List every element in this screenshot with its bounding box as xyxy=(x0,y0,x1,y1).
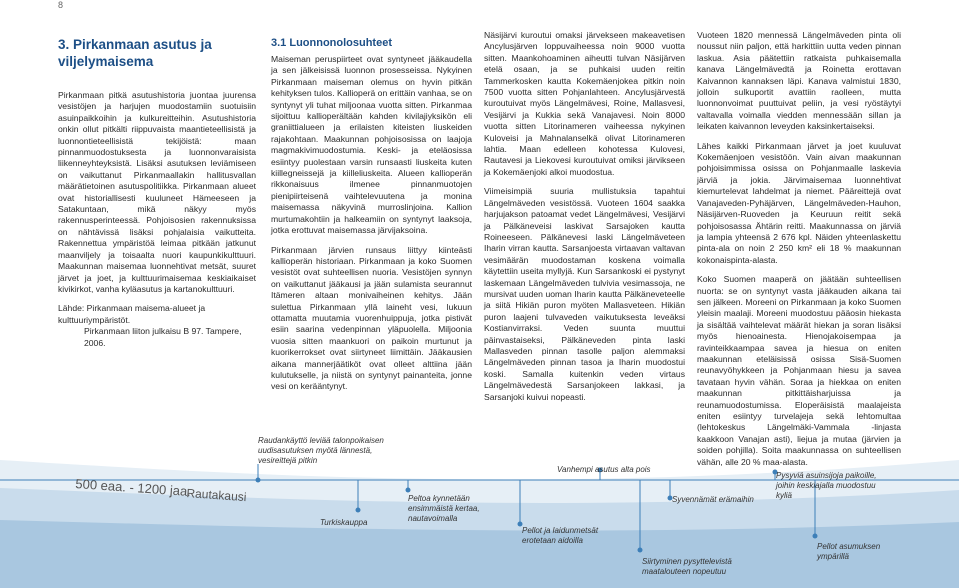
timeline-dot xyxy=(356,508,361,513)
era-name-label: Rautakausi xyxy=(186,486,247,505)
paragraph: Koko Suomen maaperä on jäätään suhteellisen nuorta: se on syntynyt vasta jääkauden aikana tai sen jälkeen. Moreeni on Pirkanmaan ja koko Suomen yleisin maalaji. Moreeni muodostuu pääosin hiekasta ja sisältää vaihtelevat määrät hiekan ja soran lisäksi myös hienoainesta. Hienojakoisempaa ja ravinteikkaampaa savea ja hiesua on eniten maakunnan eteläisissä osissa Sisä-Suomen reunavyöhykkeen ja Pohjanmaan hiesu ja savea tavataan hyvin vähän. Soraa ja hiekkaa on eniten maakunnan pitkittäisharjuissa ja reunamuodostumissa. Eloperäisistä maalajeista eniten esiintyy turvelajeja sekä lehtomultaa (lehtokeskus Längelmäki-Vammala -linjasta kaakkoon Vanajan asti), liejua ja mutaa (järvien ja soiden pohjilla). Soita maakunnassa on suhteellisen vähän, alle 20 % maa-alasta. xyxy=(697,274,901,467)
timeline-label-turkiskauppa: Turkiskauppa xyxy=(320,518,368,527)
timeline-dot xyxy=(406,488,411,493)
section-title-line2: viljelymaisema xyxy=(58,54,154,69)
timeline-label-vanhempi: Vanhempi asutus alta pois xyxy=(557,465,651,474)
paragraph: Pirkanmaan järvien runsaus liittyy kiinteästi kallioperän historiaan. Pirkanmaan ja koko Suomen vesistöt ovat suhteellisen nuoria. Vesistöjen synnyn on vaikuttanut jääkausi ja jään sulamista seurannut Itämeren altaan monivaiheinen kehitys. Jään sulettua Pirkanmaan yllä laineht vesi, lukuun ottamatta muutamia vuorenhuippuja, jotka pistivät esiin saarina vedenpinnan yläpuolella. Miljoonia vuosia sitten maankuori on paikoin murtunut ja kuorikerrokset ovat siirtyneet liimittäin. Jääkausien aikana mannerjäätiköt ovat olleet alttiina jään kulutukselle, ja niistä on syntynyt painanteita, jonne vesi on kerääntynyt. xyxy=(271,244,472,392)
timeline-label-syvennamat: Syvennämät erämaihin xyxy=(672,495,754,504)
text-column-2 xyxy=(271,36,472,401)
source-line-2: Pirkanmaan liiton julkaisu B 97. Tampere, 2006. xyxy=(84,326,242,348)
era-date-label: 500 eaa. - 1200 jaa. xyxy=(74,476,192,500)
paragraph: Viimeisimpiä suuria mullistuksia tapahtui Längelmäveden vesistössä. Vuoteen 1604 saakka harjujakson patoamat vedet Längelmävesi, Vesijärvi ja Pälkäneveisi laskivat Sarsajoken kautta Roineeseen. Pälkänevesi laski Längelmäveteen Iharin virran kautta. Sarsanjoesta virtaavan valtavan vesimäärän muodostaman koskena voimalla käytettiin useita myllyjä. Kun Sarsankoski ei pystynyt laskemaan Längelmäveden tulvivia vesimassoja, ne mursivat uuden uoman Iharin kautta Pälkäneveteelle ja siitä Hikiän puron myöten Mallasveteen. Hikiän puron laajeni tulvaveden vaikutuksesta leveäksi Kostianvirraksi. Veden suunta muuttui päinvastaiseksi, Pälkäneveden pinta laski Mallasveden pinnan tasolle paljon alemmaksi Längelmäveden pinnan tasoa ja Iharin muodostui koski. Samalla kuitenkin veden virtaus Längelmävedestä Sarsanjokeen lakkasi, ja Sarsanjoki kuivui nopeasti. xyxy=(484,186,685,402)
paragraph: Maiseman peruspiirteet ovat syntyneet jääkaudella ja sen jälkeisissä luonnon prosesseissa. Nykyinen Pirkanmaan maiseman olemus on hyvin pitkän kehityksen tulos. Kallioperä on erittäin vanhaa, se on syntynyt yli tuhat miljoonaa vuotta sitten. Pirkanmaa sijoittuu kallioperältään kahden kivilajiyksikön eli graniittialueen ja erilaisten kiteisten liuskeiden rajakohtaan. Maakunnan pohjoisosissa on laajoja magmakivimuodostumia. Keski- ja eteläosissa esiintyy puolestaan varsin runsaasti liuskeita kuten kiillegneissejä ja kiilleliuskeita. Alueen kallioperän rikkonaisuus ilmenee pinnanmuotojen pienipiirteisenä vaihtelevuutena ja monina maisemassa näkyvinä murroslinjoina. Kallion murtumakohtiin ja halkeamiin on syntynyt laaksoja, jotka erottuvat maisemassa järvijaksoina. xyxy=(271,54,472,236)
source-line-1: Lähde: Pirkanmaan maisema-alueet ja kulttuuriympäristöt. xyxy=(58,303,206,325)
text-column-4 xyxy=(697,30,901,476)
timeline-label-rautakausi: Raudankäyttö leviää talonpoikaisen uudisasutuksen myötä lännestä, vesireittejä pitkin xyxy=(258,436,384,465)
timeline-label-pellot-asumukset: Pellot asumuksen ympärillä xyxy=(817,542,881,561)
timeline-label-peltoa: Peltoa kynnetään ensimmäistä kertaa, nautavoimalla xyxy=(408,494,480,523)
paragraph: Lähes kaikki Pirkanmaan järvet ja joet kuuluvat Kokemäenjoen vesistöön. Vain aivan maakunnan pohjoisimmissa osissa on Pohjanmaalle laskevia järviä ja jokia. Järvimaisemaa luonnehtivat kiemurtelevat lahdelmat ja niemet. Pääreittejä ovat Vanajaveden-Pyhäjärven, Längelmäveden-Hauhon, Näsijärven-Ruoveden ja Keuruun reitit sekä pohjoisosassa Ähtärin reitti. Maakunnassa on järviä ja lampia yhteensä 2 676 kpl. Näiden yhteenlaskettu pinta-ala on noin 2 250 km² eli 18 % maakunnan kokonaispinta-alasta. xyxy=(697,140,901,265)
paragraph: Vuoteen 1820 mennessä Längelmäveden pinta oli noussut niin paljon, että harkittiin uutta veden pinnan laskua. Asia päätettiin ratkaista puhkaisemalla kanava Längelmävedtä ja Roinetta erottavan Kaivannon kannaksen läpi. Kanava valmistui 1830, jolloin sulkuportit avattiin raolleen, mutta luonnonvoimat puuttuivat peliin, ja vesi ryöstäytyi valtavalla voimalla viedden mennessään sillan ja leikaten kaivannon leveyden kaksinkertaiseksi. xyxy=(697,30,901,132)
timeline-label-siirtyminen: Siirtyminen pysyttelevistä maatalouteen nopeutuu xyxy=(642,557,732,576)
section-title xyxy=(58,36,256,70)
paragraph: Näsijärvi kuroutui omaksi järvekseen makeavetisen Ancylusjärven loppuvaiheessa noin 9000 vuotta sitten. Maankohoaminen aiheutti tulvan Näsijärven etelä osaan, ja se puhkaisi uuden reitin Tammerkosken kautta Kokemäenjokea pitkin noin 7500 vuotta sitten Pohjanlahteen. Ancylusjärvestä kuroutuivat myös Längelmävesi, Roine, Mallasvesi, Vesijärvi ja Kukkia sekä Vanajavesi. Noin 8000 vuotta sitten Litorinameren vaiheessa nykyinen Kuloveisi ja Mahnalanselkä olivat Litorinameren lahtia. Maan edelleen kohotessa Kulovesi, Rautavesi ja Liekovesi kuroutuivat omiksi järvikseen ja Kokemäenjoki alkoi muodostua. xyxy=(484,30,685,177)
section-title-line1: 3. Pirkanmaan asutus ja xyxy=(58,37,212,52)
timeline-dot xyxy=(638,548,643,553)
page-number: 8 xyxy=(58,0,64,10)
timeline-label-pysyvia: Pysyviä asuinsijoja paikoille, joihin keskiajalla muodostuu kyliä xyxy=(776,471,877,500)
text-column-3 xyxy=(484,30,685,411)
sidebar-paragraph: Pirkanmaan pitkä asutushistoria juontaa juurensa vesistöjen ja harjujen muodostamiin suotuisiin asuinpaikkoihin ja kulkureitteihin. Asutushistoria onkin ollut pitkälti riippuvaista maantieteellisistä ja luonnontieteellisistä tekijöistä: maan pinnanmuodostuksesta ja luonnonvaraisista liikenneyhteyksistä. Lisäksi asutuksen leviämiseen on vaikuttanut Pirkanmaallakin hallitusvallan määrätietoinen asutuspolitiikka. Pirkanmaan alueet ovat historiallisesti kuuluneet Hämeeseen ja Satakuntaan, mikä näkyy myös rakennusperinteessä. Pohjoisosien rakennuksissa on nähtävissä lisäksi pohjalaisia vaikutteita. Rakennettua ympäristöä leimaa pitkään jatkunut maanviljely ja toisaalta nuori kaupunkikulttuuri. Maakunnan maisemaa luonnehtivat metsät, suuret järvet ja joet, ja kulttuurimaisemaa keskiaikaiset kivikirkot, vanha kyläasutus ja kartanokulttuuri. xyxy=(58,90,256,294)
subsection-heading: 3.1 Luonnonolosuhteet xyxy=(271,37,392,49)
timeline-dot xyxy=(813,534,818,539)
source-reference xyxy=(58,303,256,349)
sidebar-column xyxy=(58,36,256,349)
timeline-dot xyxy=(256,478,261,483)
timeline-label-pellot: Pellot ja laidunmetsät erotetaan aidoilla xyxy=(522,526,599,545)
